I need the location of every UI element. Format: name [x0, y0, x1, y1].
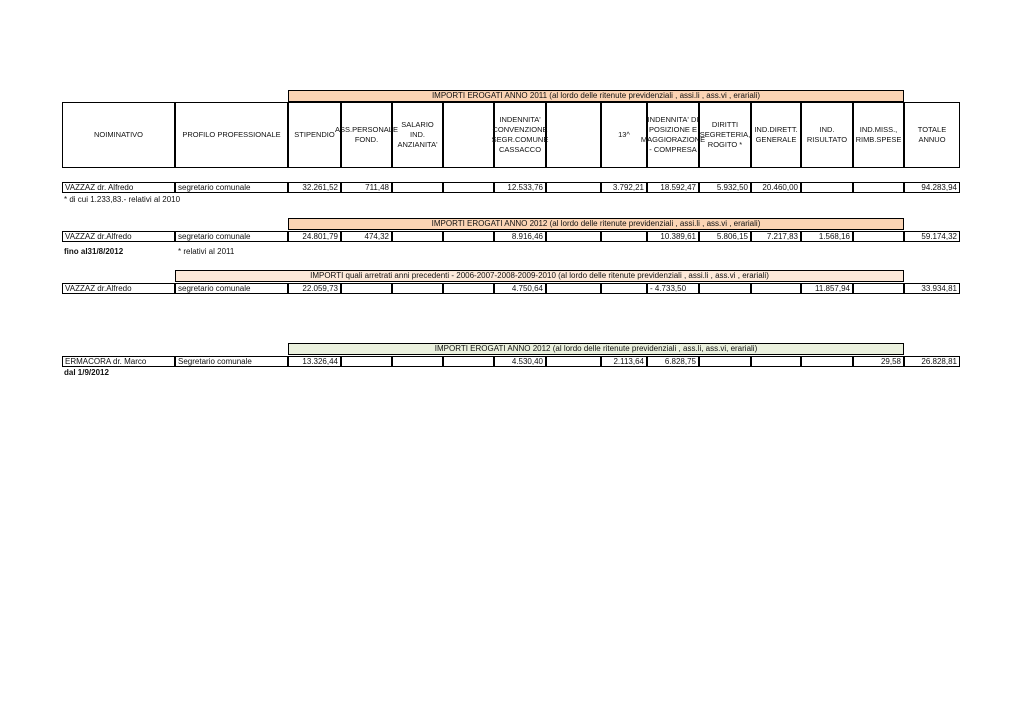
cell-salario [392, 231, 443, 242]
header-tredicesima: 13^ [601, 102, 647, 168]
table-row-2012-vazzaz [0, 231, 1024, 242]
banner-arretrati: IMPORTI quali arretrati anni precedenti - 2006-2007-2008-2009-2010 (al lordo delle ritenute previdenziali , assi.li , ass.vi , erariali) [175, 270, 904, 282]
cell-ind-dirett: 7.217,83 [751, 231, 801, 242]
banner-2012-ermacora: IMPORTI EROGATI ANNO 2012 (al lordo delle ritenute previdenziali , ass.li, ass.vi, erariali) [288, 343, 904, 355]
cell-totale: 26.828,81 [904, 356, 960, 367]
cell-diritti [699, 356, 751, 367]
header-ind-risultato: IND. RISULTATO [801, 102, 853, 168]
cell-indennita-convenzione: 4.530,40 [494, 356, 546, 367]
cell-ind-dirett [751, 356, 801, 367]
cell-profilo: segretario comunale [175, 283, 288, 294]
cell-ass-personale: 474,32 [341, 231, 392, 242]
banner-2012-vazzaz: IMPORTI EROGATI ANNO 2012 (al lordo delle ritenute previdenziali , assi.li , ass.vi , erariali) [288, 218, 904, 230]
cell-nominativo: ERMACORA dr. Marco [62, 356, 175, 367]
note-dal: dal 1/9/2012 [64, 368, 109, 377]
header-ass-personale: ASS.PERSONALE FOND. [341, 102, 392, 168]
header-profilo: PROFILO PROFESSIONALE [175, 102, 288, 168]
cell-salario [392, 356, 443, 367]
cell-blank-2 [546, 283, 601, 294]
cell-blank-2 [546, 356, 601, 367]
cell-blank-1 [443, 182, 494, 193]
cell-ind-risultato: 1.568,16 [801, 231, 853, 242]
cell-stipendio: 32.261,52 [288, 182, 341, 193]
cell-stipendio: 24.801,79 [288, 231, 341, 242]
cell-tredicesima [601, 231, 647, 242]
cell-totale: 59.174,32 [904, 231, 960, 242]
header-ind-miss: IND.MISS., RIMB.SPESE [853, 102, 904, 168]
cell-tredicesima [601, 283, 647, 294]
header-blank-1 [443, 102, 494, 168]
cell-totale: 33.934,81 [904, 283, 960, 294]
cell-ind-dirett [751, 283, 801, 294]
header-nominativo: NOIMINATIVO [62, 102, 175, 168]
cell-ass-personale [341, 283, 392, 294]
cell-indennita-convenzione: 12.533,76 [494, 182, 546, 193]
cell-blank-2 [546, 182, 601, 193]
header-indennita-posizione: INDENNITA' DI POSIZIONE E MAGGIORAZIONE - COMPRESA [647, 102, 699, 168]
cell-nominativo: VAZZAZ dr.Alfredo [62, 231, 175, 242]
header-indennita-convenzione: INDENNITA' CONVENZIONE SEGR.COMUNE CASSACCO [494, 102, 546, 168]
note-fino-al: fino al31/8/2012 [64, 247, 124, 256]
cell-nominativo: VAZZAZ dr. Alfredo [62, 182, 175, 193]
cell-indennita-posizione: 6.828,75 [647, 356, 699, 367]
cell-blank-1 [443, 356, 494, 367]
note-2011: * di cui 1.233,83.- relativi al 2010 [64, 195, 181, 204]
cell-ind-risultato [801, 356, 853, 367]
table-row-2012-ermacora [0, 356, 1024, 367]
table-row-2011 [0, 182, 1024, 193]
cell-ass-personale: 711,48 [341, 182, 392, 193]
cell-indennita-convenzione: 4.750,64 [494, 283, 546, 294]
cell-indennita-posizione: 18.592,47 [647, 182, 699, 193]
cell-profilo: Segretario comunale [175, 356, 288, 367]
header-diritti: DIRITTI SEGRETERIA, ROGITO * [699, 102, 751, 168]
cell-tredicesima: 3.792,21 [601, 182, 647, 193]
cell-ind-risultato: 11.857,94 [801, 283, 853, 294]
cell-salario [392, 182, 443, 193]
header-blank-2 [546, 102, 601, 168]
cell-ind-miss [853, 182, 904, 193]
table-row-arretrati [0, 283, 1024, 294]
cell-blank-1 [443, 283, 494, 294]
cell-diritti: 5.806,15 [699, 231, 751, 242]
cell-totale: 94.283,94 [904, 182, 960, 193]
cell-profilo: segretario comunale [175, 231, 288, 242]
header-totale: TOTALE ANNUO [904, 102, 960, 168]
cell-salario [392, 283, 443, 294]
header-ind-dirett: IND.DIRETT. GENERALE [751, 102, 801, 168]
cell-ind-miss: 29,58 [853, 356, 904, 367]
note-relativi-2011: * relativi al 2011 [178, 247, 235, 256]
header-stipendio: STIPENDIO [288, 102, 341, 168]
banner-2011: IMPORTI EROGATI ANNO 2011 (al lordo delle ritenute previdenziali , assi.li , ass.vi , erariali) [288, 90, 904, 102]
cell-blank-1 [443, 231, 494, 242]
cell-indennita-posizione: 10.389,61 [647, 231, 699, 242]
cell-ind-miss [853, 231, 904, 242]
cell-nominativo: VAZZAZ dr.Alfredo [62, 283, 175, 294]
cell-indennita-posizione: - 4.733,50 [647, 283, 699, 294]
cell-ass-personale [341, 356, 392, 367]
cell-indennita-convenzione: 8.916,46 [494, 231, 546, 242]
cell-ind-miss [853, 283, 904, 294]
cell-profilo: segretario comunale [175, 182, 288, 193]
header-salario: SALARIO IND. ANZIANITA' [392, 102, 443, 168]
cell-diritti: 5.932,50 [699, 182, 751, 193]
cell-ind-risultato [801, 182, 853, 193]
cell-blank-2 [546, 231, 601, 242]
cell-stipendio: 22.059,73 [288, 283, 341, 294]
cell-ind-dirett: 20.460,00 [751, 182, 801, 193]
cell-tredicesima: 2.113,64 [601, 356, 647, 367]
cell-diritti [699, 283, 751, 294]
cell-stipendio: 13.326,44 [288, 356, 341, 367]
